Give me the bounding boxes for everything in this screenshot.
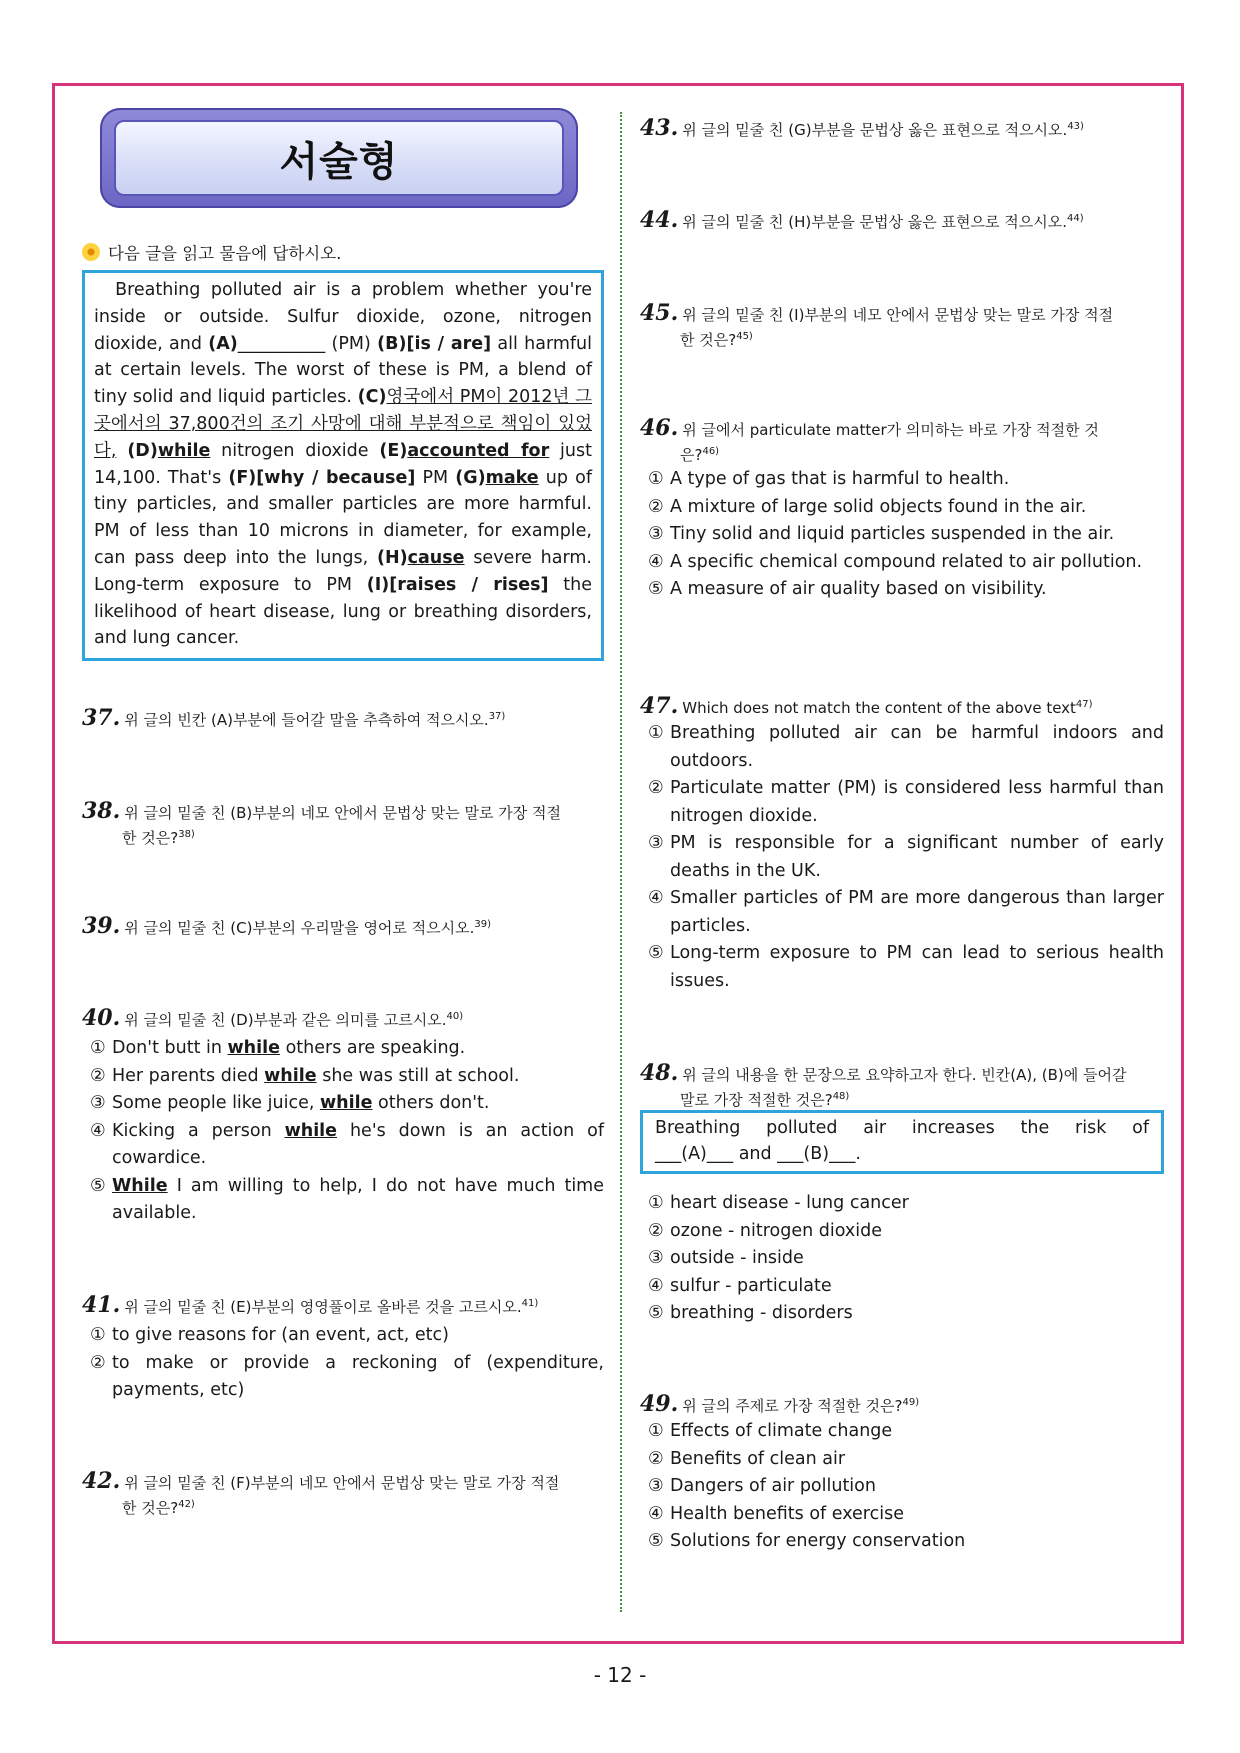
option-mark: ①: [648, 1193, 664, 1213]
option-mark: ⑤: [648, 943, 664, 963]
question-text: 위 글의 밑줄 친 (B)부분의 네모 안에서 문법상 맞는 말로 가장 적절: [124, 804, 561, 822]
passage-text: (PM): [325, 333, 378, 354]
option-text: Smaller particles of PM are more dangerous than larger particles.: [670, 888, 1164, 936]
question-number: 40.: [82, 1005, 121, 1031]
question-text: 위 글의 주제로 가장 적절한 것은?: [682, 1397, 903, 1415]
underlined-cause: cause: [407, 547, 465, 568]
question-45: [640, 302, 1164, 351]
question-44: [640, 208, 1164, 233]
question-42: [82, 1470, 604, 1519]
question-text: 위 글의 밑줄 친 (D)부분과 같은 의미를 고르시오.: [124, 1011, 447, 1029]
passage-text: Breathing polluted air is a problem whether you're inside or outside. Sulfur dioxide, ozone, nitrogen dioxide, and: [94, 280, 592, 354]
option-mark: ③: [648, 833, 664, 853]
korean-underlined-text: 영국에서 PM이 2012년 그곳에서의 37,800건의 조기 사망에 대해 부분적으로 책임이 있었다,: [94, 387, 592, 461]
option-mark: ④: [648, 551, 664, 572]
option-text: A measure of air quality based on visibility.: [670, 579, 1047, 599]
option[interactable]: [82, 1090, 604, 1118]
summary-line-1: [655, 1115, 1149, 1141]
option-text: others don't.: [372, 1093, 490, 1113]
option[interactable]: [640, 1446, 1164, 1474]
option-mark: ②: [648, 1448, 664, 1469]
option-mark: ①: [648, 469, 664, 489]
option[interactable]: [640, 1218, 1164, 1246]
passage-text: just 14,100. That's: [94, 440, 592, 488]
option-text: A specific chemical compound related to air pollution.: [670, 551, 1143, 572]
option-mark: ⑤: [648, 1531, 664, 1551]
passage-text: nitrogen dioxide: [210, 440, 380, 461]
section-title: 서술형: [279, 138, 399, 185]
question-text: 위 글의 밑줄 친 (F)부분의 네모 안에서 문법상 맞는 말로 가장 적절: [124, 1474, 560, 1492]
option-text: Tiny solid and liquid particles suspended in the air.: [670, 524, 1115, 544]
option-mark: ①: [648, 723, 664, 743]
underlined-word: while: [264, 1065, 317, 1086]
question-number: 47.: [640, 693, 679, 719]
options-40: [82, 1035, 604, 1228]
option-mark: ①: [90, 1038, 106, 1058]
passage-text: up of tiny particles, and smaller particles are more harmful. PM of less than 10 microns in diameter, for example, can pass deep into the lungs,: [94, 467, 592, 568]
option-text: others are speaking.: [280, 1038, 466, 1058]
option-mark: ③: [90, 1093, 106, 1113]
option-text: ozone - nitrogen dioxide: [670, 1220, 882, 1241]
summary-word: air: [863, 1118, 887, 1138]
option-text: to give reasons for (an event, act, etc): [112, 1325, 449, 1345]
option[interactable]: [82, 1173, 604, 1228]
footnote-ref: 41): [521, 1298, 539, 1309]
question-48: [640, 1062, 1164, 1111]
option[interactable]: [82, 1063, 604, 1091]
footnote-ref: 44): [1066, 213, 1084, 224]
label-c: (C): [357, 387, 387, 408]
underlined-word: while: [227, 1038, 281, 1058]
option-mark: ②: [648, 778, 664, 798]
footnote-ref: 45): [736, 331, 753, 342]
passage-text: the likelihood of heart disease, lung or breathing disorders, and lung cancer.: [94, 574, 592, 649]
question-number: 41.: [82, 1292, 121, 1318]
options-41: [82, 1322, 604, 1405]
label-g: (G): [455, 467, 486, 488]
option[interactable]: [640, 940, 1164, 995]
option-text: Effects of climate change: [670, 1421, 893, 1441]
question-40: [82, 1006, 604, 1031]
underlined-word: While: [112, 1175, 168, 1196]
question-37: [82, 706, 604, 731]
question-number: 38.: [82, 798, 121, 824]
question-text: 한 것은?: [680, 331, 737, 349]
question-text: 한 것은?: [122, 1499, 179, 1517]
question-text: Which does not match the content of the above text: [682, 699, 1076, 717]
option-mark: ③: [648, 1248, 664, 1268]
question-text: 말로 가장 적절한 것은?: [680, 1091, 833, 1109]
option-text: he's down is an action of cowardice.: [112, 1120, 604, 1168]
underlined-word: while: [319, 1093, 373, 1113]
options-48: [640, 1190, 1164, 1328]
section-title-badge: [100, 108, 578, 208]
flower-icon: [82, 243, 100, 261]
option[interactable]: [640, 775, 1164, 830]
option[interactable]: [640, 885, 1164, 940]
option-mark: ②: [648, 1220, 664, 1241]
underlined-word: while: [284, 1120, 338, 1141]
label-i: (I)[raises / rises]: [366, 574, 549, 595]
option-mark: ①: [648, 1421, 664, 1441]
option-text: Don't butt in: [112, 1038, 228, 1058]
question-text: 위 글의 밑줄 친 (G)부분을 문법상 옳은 표현으로 적으시오.: [682, 121, 1068, 139]
question-43: [640, 116, 1164, 141]
footnote-ref: 39): [474, 919, 492, 930]
option-text: sulfur - particulate: [670, 1275, 832, 1296]
option[interactable]: [640, 1501, 1164, 1529]
option[interactable]: [640, 1528, 1164, 1556]
option-mark: ⑤: [90, 1175, 106, 1196]
question-text: 위 글의 밑줄 친 (H)부분을 문법상 옳은 표현으로 적으시오.: [682, 213, 1067, 231]
label-f: (F)[why / because]: [228, 467, 416, 488]
summary-word: polluted: [766, 1118, 838, 1138]
option[interactable]: [82, 1322, 604, 1350]
footnote-ref: 38): [178, 829, 195, 840]
label-d: (D): [127, 440, 158, 461]
footnote-ref: 43): [1067, 121, 1084, 132]
option-mark: ③: [648, 1476, 664, 1496]
section-title-inner: [114, 120, 564, 196]
option-text: Particulate matter (PM) is considered less harmful than nitrogen dioxide.: [670, 778, 1164, 826]
option-text: Health benefits of exercise: [670, 1503, 904, 1524]
blank-a: __________: [237, 333, 326, 354]
underlined-while: while: [157, 440, 211, 461]
option-text: to make or provide a reckoning of (expenditure, payments, etc): [112, 1352, 604, 1400]
option[interactable]: [640, 494, 1164, 522]
option[interactable]: [640, 1245, 1164, 1273]
option[interactable]: [82, 1350, 604, 1405]
column-divider: [620, 112, 622, 1612]
passage-text: PM: [415, 467, 456, 488]
question-number: 45.: [640, 300, 679, 326]
question-46: [640, 417, 1164, 466]
options-47: [640, 720, 1164, 995]
footnote-ref: 40): [446, 1011, 464, 1022]
option-text: breathing - disorders: [670, 1303, 853, 1323]
option-text: outside - inside: [670, 1248, 804, 1268]
instruction: [82, 240, 341, 264]
option[interactable]: [640, 720, 1164, 775]
label-h: (H): [376, 547, 408, 568]
summary-word: increases: [911, 1118, 995, 1138]
option-text: PM is responsible for a significant number of early deaths in the UK.: [670, 833, 1164, 881]
footnote-ref: 46): [702, 446, 720, 457]
option-mark: ③: [648, 524, 664, 544]
option[interactable]: [640, 830, 1164, 885]
question-39: [82, 914, 604, 939]
question-number: 39.: [82, 913, 121, 939]
option[interactable]: [640, 466, 1164, 494]
question-number: 37.: [82, 705, 121, 731]
option-mark: ④: [648, 1503, 664, 1524]
passage-box: [82, 270, 604, 661]
question-text: 위 글에서 particulate matter가 의미하는 바로 가장 적절한 것: [682, 421, 1099, 439]
underlined-make: make: [485, 467, 539, 488]
option[interactable]: [82, 1118, 604, 1173]
option-text: Breathing polluted air can be harmful indoors and outdoors.: [670, 723, 1164, 771]
underlined-accounted-for: accounted for: [407, 440, 550, 461]
question-number: 46.: [640, 415, 679, 441]
option[interactable]: [82, 1035, 604, 1063]
option[interactable]: [640, 1418, 1164, 1446]
question-text: 위 글의 내용을 한 문장으로 요약하고자 한다. 빈칸(A), (B)에 들어갈: [682, 1066, 1127, 1084]
passage-text: [116, 441, 127, 461]
footnote-ref: 37): [488, 711, 506, 722]
page-number: - 12 -: [593, 1663, 647, 1687]
question-47: [640, 694, 1164, 719]
option-text: I am willing to help, I do not have much time available.: [112, 1175, 604, 1223]
instruction-text: 다음 글을 읽고 물음에 답하시오.: [108, 244, 342, 263]
option-mark: ④: [90, 1120, 106, 1141]
option-mark: ②: [90, 1352, 106, 1373]
passage-text: all harmful at certain levels. The worst of these is PM, a blend of tiny solid and liquid particles.: [94, 333, 592, 408]
option-mark: ⑤: [648, 579, 664, 599]
question-number: 43.: [640, 115, 679, 141]
question-41: [82, 1293, 604, 1318]
summary-word: the: [1020, 1118, 1050, 1138]
summary-line-2: ___(A)___ and ___(B)___.: [655, 1144, 861, 1164]
option-mark: ⑤: [648, 1303, 664, 1323]
option[interactable]: [640, 549, 1164, 577]
question-text: 위 글의 빈칸 (A)부분에 들어갈 말을 추측하여 적으시오.: [124, 711, 489, 729]
question-49: [640, 1392, 1164, 1417]
question-text: 위 글의 밑줄 친 (I)부분의 네모 안에서 문법상 맞는 말로 가장 적절: [682, 306, 1114, 324]
option[interactable]: [640, 521, 1164, 549]
footnote-ref: 47): [1075, 699, 1093, 710]
option[interactable]: [640, 1190, 1164, 1218]
option-mark: ①: [90, 1325, 106, 1345]
option-mark: ④: [648, 888, 664, 908]
option-text: Benefits of clean air: [670, 1448, 846, 1469]
option-mark: ②: [648, 496, 664, 517]
option[interactable]: [640, 1300, 1164, 1328]
label-b: (B)[is / are]: [377, 333, 492, 354]
question-text: 위 글의 밑줄 친 (C)부분의 우리말을 영어로 적으시오.: [124, 919, 475, 937]
passage-text: severe harm. Long-term exposure to PM: [94, 547, 592, 595]
footnote-ref: 48): [832, 1091, 850, 1102]
summary-word: of: [1132, 1118, 1149, 1138]
option-text: Kicking a person: [112, 1120, 285, 1141]
option-text: A type of gas that is harmful to health.: [670, 469, 1010, 489]
option[interactable]: [640, 1273, 1164, 1301]
option-text: she was still at school.: [316, 1065, 520, 1086]
question-number: 44.: [640, 207, 679, 233]
options-46: [640, 466, 1164, 604]
question-text: 은?: [680, 446, 703, 464]
option[interactable]: [640, 576, 1164, 604]
summary-box: [640, 1110, 1164, 1174]
label-a: (A): [208, 333, 238, 354]
option-text: Long-term exposure to PM can lead to serious health issues.: [670, 943, 1164, 991]
option-text: A mixture of large solid objects found in the air.: [670, 496, 1087, 517]
option-mark: ④: [648, 1275, 664, 1296]
footnote-ref: 49): [902, 1397, 920, 1408]
footnote-ref: 42): [178, 1499, 195, 1510]
question-number: 49.: [640, 1391, 679, 1417]
summary-word: Breathing: [655, 1118, 741, 1138]
options-49: [640, 1418, 1164, 1556]
option-text: Dangers of air pollution: [670, 1476, 876, 1496]
option-text: Her parents died: [112, 1065, 265, 1086]
question-text: 한 것은?: [122, 829, 179, 847]
question-number: 48.: [640, 1060, 679, 1086]
question-number: 42.: [82, 1468, 121, 1494]
question-text: 위 글의 밑줄 친 (E)부분의 영영풀이로 올바른 것을 고르시오.: [124, 1298, 522, 1316]
option[interactable]: [640, 1473, 1164, 1501]
option-mark: ②: [90, 1065, 106, 1086]
label-e: (E): [379, 440, 408, 461]
question-38: [82, 800, 604, 849]
summary-word: risk: [1075, 1118, 1107, 1138]
option-text: heart disease - lung cancer: [670, 1193, 909, 1213]
option-text: Solutions for energy conservation: [670, 1531, 966, 1551]
option-text: Some people like juice,: [112, 1093, 320, 1113]
